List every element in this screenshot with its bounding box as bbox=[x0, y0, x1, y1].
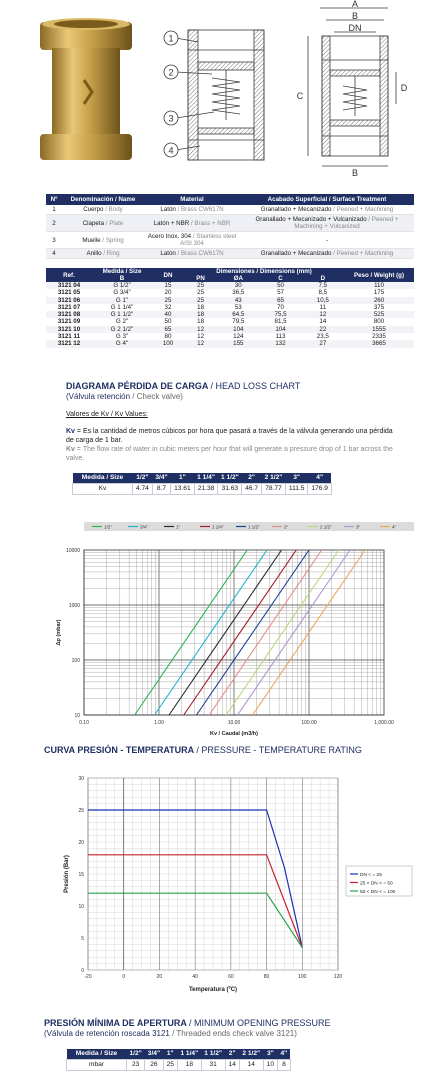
dims-cell-oa: 53 bbox=[234, 303, 242, 311]
kv-definition-es-text: = Es la cantidad de metros cúbicos por hora que pasará a través de la válvula generando una pérdida de carga de 1 bar. bbox=[66, 428, 393, 444]
headloss-subtitle-es: (Válvula retención bbox=[66, 392, 131, 401]
part-material-sep: / bbox=[189, 219, 195, 227]
minpressure-subtitle-es: (Válvula de retención roscada 3121 bbox=[44, 1029, 170, 1038]
minpressure-table bbox=[66, 1049, 291, 1071]
part-name-es: Muelle bbox=[82, 236, 101, 244]
minpressure-subtitle bbox=[44, 1029, 297, 1038]
pt-x-tick-label: 40 bbox=[192, 974, 198, 980]
dims-cell-oa: 124 bbox=[233, 333, 244, 341]
kv-label: Kv bbox=[66, 428, 75, 435]
part-material-en: Brass CW617N bbox=[181, 250, 224, 257]
dims-cell-weight: 525 bbox=[344, 311, 414, 318]
series-line bbox=[154, 550, 266, 715]
dims-cell-c: 65 bbox=[259, 297, 301, 304]
dims-cell-ref: 3121 06 bbox=[46, 297, 92, 304]
y-axis-label: Δp (mbar) bbox=[56, 619, 62, 646]
dims-cell-d: 12 bbox=[302, 311, 344, 318]
dims-cell-size: G 4" bbox=[92, 340, 152, 347]
pt-legend-label: 25 < DN < = 50 bbox=[360, 881, 393, 887]
dims-cell-c: 81,5 bbox=[274, 318, 287, 326]
callout-1: 1 bbox=[168, 33, 174, 44]
size-value: 8 bbox=[278, 1060, 291, 1071]
dims-cell-oa: 104 bbox=[217, 326, 259, 333]
size-header: 1 1/4" bbox=[177, 1049, 201, 1060]
callout-labels bbox=[168, 34, 173, 156]
kv-table-row-label: Kv bbox=[73, 484, 133, 495]
part-name-en: Spring bbox=[105, 236, 124, 244]
pt-y-tick-label: 25 bbox=[78, 808, 84, 814]
dims-cell-oa: 36,5 bbox=[232, 289, 245, 297]
size-header: 4" bbox=[278, 1049, 291, 1060]
x-tick-label: 100.00 bbox=[301, 720, 317, 726]
callout-4: 4 bbox=[168, 145, 174, 156]
dims-cell-dn: 100 bbox=[152, 340, 184, 347]
legend-label: 2 1/2" bbox=[320, 524, 332, 530]
pt-y-tick-label: 5 bbox=[81, 936, 84, 942]
col-header-no: Nº bbox=[46, 194, 62, 205]
dims-cell-ref: 3121 10 bbox=[46, 326, 92, 333]
dims-cell-c: 113 bbox=[275, 333, 286, 341]
part-finish-es: - bbox=[325, 236, 329, 244]
dims-cell-weight: 110 bbox=[344, 282, 414, 289]
legend-label: 1" bbox=[176, 524, 181, 530]
series-line bbox=[209, 550, 322, 715]
series-line bbox=[238, 550, 351, 715]
dims-cell-d: 10,5 bbox=[302, 297, 344, 304]
size-value: 26 bbox=[145, 1060, 163, 1071]
part-material-sep: / bbox=[191, 233, 197, 240]
kv-definition-en-text: = The flow rate of water in cubic meters per hour that will generate a pressure drop of 1 bar across the valve. bbox=[66, 446, 393, 462]
part-name-es: Cuerpo bbox=[83, 206, 104, 213]
dims-cell-dn: 40 bbox=[152, 311, 184, 318]
size-header: 1 1/4" bbox=[194, 473, 218, 484]
part-material-es: Latón bbox=[160, 206, 176, 213]
dims-cell-weight: 375 bbox=[373, 303, 385, 311]
size-value: 14 bbox=[225, 1060, 239, 1071]
col-header-dn: DN bbox=[152, 268, 184, 282]
dims-cell-size: G 3/4" bbox=[113, 289, 131, 297]
pt-title-es: CURVA PRESIÓN - TEMPERATURA bbox=[44, 745, 194, 755]
size-header: 2" bbox=[242, 473, 262, 484]
legend-label: 3" bbox=[356, 524, 361, 530]
pt-x-tick-label: 60 bbox=[228, 974, 234, 980]
part-finish bbox=[240, 249, 414, 259]
part-finish-es: Granallado + Mecanizado bbox=[260, 206, 332, 213]
part-name-es: Clapeta bbox=[82, 219, 105, 227]
part-number: 2 bbox=[46, 215, 62, 232]
y-tick-label: 10 bbox=[74, 713, 80, 719]
part-material-es: Acero Inox. 304 bbox=[147, 233, 192, 240]
dims-cell-pn: 12 bbox=[184, 326, 217, 333]
dims-cell-c: 132 bbox=[259, 340, 301, 347]
dims-row bbox=[46, 297, 414, 304]
y-tick-label: 1000 bbox=[68, 603, 80, 609]
minpressure-title-en: / MINIMUM OPENING PRESSURE bbox=[189, 1018, 331, 1028]
pt-x-axis-label: Temperatura (ºC) bbox=[188, 987, 238, 993]
dims-cell-ref: 3121 05 bbox=[57, 289, 81, 297]
legend-label: 2" bbox=[284, 524, 289, 530]
part-finish-en: Peened + Machining bbox=[336, 250, 394, 257]
dims-cell-d: 14 bbox=[319, 318, 327, 326]
col-header-oa: ØA bbox=[217, 275, 259, 282]
col-header-weight: Peso / Weight (g) bbox=[344, 268, 414, 282]
dims-cell-pn: 18 bbox=[197, 303, 205, 311]
dims-cell-d: 11 bbox=[319, 303, 327, 311]
size-value: 18 bbox=[177, 1060, 201, 1071]
part-name-en: Plate bbox=[109, 219, 124, 227]
dims-cell-oa: 30 bbox=[217, 282, 259, 289]
dims-cell-c: 75,5 bbox=[259, 311, 301, 318]
dim-label-d: D bbox=[400, 83, 408, 93]
headloss-title-en: / HEAD LOSS CHART bbox=[210, 381, 301, 391]
pt-y-tick-label: 15 bbox=[78, 872, 84, 878]
part-name bbox=[62, 249, 144, 259]
x-tick-label: 1,000.00 bbox=[374, 720, 394, 726]
part-name-sep: / bbox=[104, 219, 110, 227]
dim-label-dn: DN bbox=[348, 23, 362, 33]
mp-table-value-row bbox=[67, 1060, 291, 1071]
dims-cell-size: G 2 1/2" bbox=[92, 326, 152, 333]
dims-cell-pn: 12 bbox=[197, 333, 205, 341]
size-value: 31 bbox=[201, 1060, 225, 1071]
dims-cell-dn: 25 bbox=[152, 297, 184, 304]
part-name-sep: / bbox=[100, 236, 106, 244]
size-value: 10 bbox=[263, 1060, 277, 1071]
part-name-sep: / bbox=[103, 206, 109, 213]
dims-cell-weight: 1555 bbox=[344, 326, 414, 333]
part-finish-sep: / bbox=[331, 206, 337, 213]
dims-cell-pn: 25 bbox=[197, 289, 205, 297]
part-finish-es: Granallado + Mecanizado bbox=[260, 250, 332, 257]
series-line bbox=[197, 550, 310, 715]
minpressure-title bbox=[44, 1018, 331, 1028]
parts-row bbox=[46, 215, 414, 232]
dimensions-table-body bbox=[46, 282, 414, 348]
dims-cell-oa: 64,5 bbox=[217, 311, 259, 318]
part-material-sep: / bbox=[175, 250, 181, 257]
col-header-ref: Ref. bbox=[46, 268, 92, 282]
legend-label: 1/2" bbox=[104, 524, 112, 530]
pt-y-tick-label: 0 bbox=[81, 968, 84, 974]
x-tick-label: 0.10 bbox=[79, 720, 89, 726]
headloss-title bbox=[66, 381, 300, 391]
size-value: 14 bbox=[239, 1060, 263, 1071]
pt-x-tick-label: 80 bbox=[263, 974, 270, 980]
dims-cell-oa: 155 bbox=[217, 340, 259, 347]
col-header-size: Medida / Size bbox=[92, 268, 152, 275]
size-value: 78.77 bbox=[262, 484, 286, 495]
mp-table-head-label: Medida / Size bbox=[67, 1049, 127, 1060]
valve-illustrations bbox=[0, 0, 448, 185]
headloss-subtitle-en: / Check valve) bbox=[132, 392, 183, 401]
dims-cell-ref: 3121 11 bbox=[57, 333, 81, 341]
part-material-es: Latón bbox=[160, 250, 176, 257]
part-number: 3 bbox=[46, 232, 62, 249]
legend-label: 3/4" bbox=[140, 524, 148, 530]
size-value: 111.5 bbox=[285, 484, 308, 495]
pt-x-tick-label: 0 bbox=[122, 974, 126, 980]
part-material-en: Brass CW617N bbox=[181, 206, 224, 213]
pt-y-tick-label: 10 bbox=[78, 904, 84, 910]
dims-row bbox=[46, 311, 414, 318]
dims-cell-size: G 2" bbox=[115, 318, 129, 326]
series-line bbox=[184, 550, 297, 715]
size-header: 1" bbox=[171, 473, 195, 484]
size-value: 46.7 bbox=[242, 484, 262, 495]
dims-cell-pn: 25 bbox=[184, 282, 217, 289]
size-header: 3" bbox=[263, 1049, 277, 1060]
size-header: 4" bbox=[308, 473, 332, 484]
pt-x-tick-label: 120 bbox=[333, 974, 343, 980]
size-header: 2 1/2" bbox=[262, 473, 286, 484]
size-header: 1 1/2" bbox=[201, 1049, 225, 1060]
dims-cell-size: G 1/2" bbox=[92, 282, 152, 289]
headloss-title-es: DIAGRAMA PÉRDIDA DE CARGA bbox=[66, 381, 209, 391]
legend-label: 1 1/2" bbox=[248, 524, 260, 530]
part-material bbox=[144, 205, 240, 215]
y-tick-label: 10000 bbox=[66, 548, 80, 554]
size-header: 1/2" bbox=[133, 473, 153, 484]
x-tick-label: 10.00 bbox=[227, 720, 241, 726]
col-header-c: C bbox=[259, 275, 301, 282]
pt-x-tick-label: 100 bbox=[298, 974, 307, 980]
pt-y-axis-label: Presión (Bar) bbox=[64, 855, 70, 893]
size-value: 8.7 bbox=[152, 484, 170, 495]
size-value: 23 bbox=[127, 1060, 145, 1071]
dims-cell-d: 7,5 bbox=[302, 282, 344, 289]
dims-cell-c: 50 bbox=[259, 282, 301, 289]
dims-cell-dn: 50 bbox=[164, 318, 172, 326]
series-line bbox=[169, 550, 282, 715]
part-material bbox=[144, 215, 240, 232]
dims-cell-size: G 1 1/2" bbox=[92, 311, 152, 318]
size-value: 4.74 bbox=[133, 484, 153, 495]
col-header-pn: PN bbox=[184, 275, 217, 282]
pt-y-tick-label: 30 bbox=[78, 776, 84, 782]
size-value: 176.9 bbox=[308, 484, 332, 495]
part-finish-es: Granallado + Mecanizado + Vulcanizado bbox=[255, 216, 367, 223]
size-header: 3/4" bbox=[145, 1049, 163, 1060]
dims-cell-c: 104 bbox=[259, 326, 301, 333]
part-name-es: Anillo bbox=[86, 250, 102, 257]
parts-row bbox=[46, 249, 414, 259]
dims-cell-ref: 3121 12 bbox=[46, 340, 92, 347]
cross-section-drawing bbox=[164, 30, 264, 160]
dim-label-c: C bbox=[296, 91, 304, 101]
parts-table bbox=[46, 194, 414, 259]
size-header: 2 1/2" bbox=[239, 1049, 263, 1060]
col-header-d: D bbox=[302, 275, 344, 282]
callout-2: 2 bbox=[168, 67, 174, 78]
dims-row bbox=[46, 318, 414, 325]
dims-cell-weight: 2335 bbox=[372, 333, 386, 341]
dims-cell-oa: 79,5 bbox=[232, 318, 245, 326]
col-header-material: Material bbox=[144, 194, 240, 205]
dims-cell-weight: 175 bbox=[373, 289, 385, 297]
dimension-labels bbox=[297, 0, 408, 178]
size-header: 1 1/2" bbox=[218, 473, 242, 484]
dims-cell-pn: 18 bbox=[184, 311, 217, 318]
part-material-en: Brass + NBR bbox=[194, 219, 231, 227]
legend-label: 4" bbox=[392, 524, 397, 530]
y-tick-label: 100 bbox=[71, 658, 80, 664]
dims-cell-d: 22 bbox=[302, 326, 344, 333]
dims-cell-oa: 43 bbox=[217, 297, 259, 304]
dims-row bbox=[46, 289, 414, 296]
mp-table-header-row bbox=[67, 1049, 291, 1060]
part-name bbox=[62, 232, 144, 249]
pt-legend-label: DN < = 25 bbox=[360, 872, 382, 878]
size-header: 1/2" bbox=[127, 1049, 145, 1060]
pt-legend bbox=[346, 866, 412, 896]
dims-row bbox=[46, 333, 414, 340]
dim-label-b-top: B bbox=[351, 11, 359, 21]
dims-cell-weight: 800 bbox=[373, 318, 385, 326]
part-finish-en: Peened + Machining + Vulcanized bbox=[294, 216, 399, 230]
part-name-en: Ring bbox=[106, 250, 120, 257]
kv-definition-en bbox=[66, 446, 396, 463]
dims-cell-dn: 65 bbox=[152, 326, 184, 333]
x-tick-label: 1.00 bbox=[154, 720, 164, 726]
size-value: 21.38 bbox=[194, 484, 218, 495]
dims-cell-size: G 1" bbox=[92, 297, 152, 304]
dims-cell-ref: 3121 08 bbox=[46, 311, 92, 318]
parts-row bbox=[46, 232, 414, 249]
dim-label-a: A bbox=[351, 0, 359, 9]
dim-label-b-bottom: B bbox=[351, 168, 359, 178]
series-line bbox=[226, 550, 338, 715]
dims-cell-weight: 3665 bbox=[344, 340, 414, 347]
pressure-temperature-chart bbox=[40, 766, 440, 1006]
dims-cell-pn: 25 bbox=[184, 297, 217, 304]
pt-y-tick-label: 20 bbox=[78, 840, 84, 846]
dims-row bbox=[46, 282, 414, 289]
dims-cell-pn: 12 bbox=[184, 340, 217, 347]
col-header-dims: Dimensiones / Dimensions (mm) bbox=[184, 268, 344, 275]
size-value: 31.63 bbox=[218, 484, 242, 495]
part-finish-sep: / bbox=[331, 250, 337, 257]
dims-cell-c: 70 bbox=[277, 303, 284, 311]
dims-row bbox=[46, 304, 414, 311]
kv-table-header-row bbox=[73, 473, 332, 484]
x-axis-label: Kv / Caudal (m3/h) bbox=[210, 731, 258, 737]
part-finish bbox=[240, 232, 414, 249]
size-header: 3/4" bbox=[152, 473, 170, 484]
dimensions-table bbox=[46, 268, 414, 348]
part-material bbox=[144, 249, 240, 259]
legend-label: 1 1/4" bbox=[212, 524, 224, 530]
dims-cell-size: G 3" bbox=[115, 333, 129, 341]
minpressure-title-es: PRESIÓN MÍNIMA DE APERTURA bbox=[44, 1018, 187, 1028]
part-finish bbox=[240, 205, 414, 215]
dims-cell-ref: 3121 04 bbox=[46, 282, 92, 289]
mp-table-row-label: mbar bbox=[67, 1060, 127, 1071]
kv-definition-es bbox=[66, 428, 396, 445]
size-header: 1" bbox=[163, 1049, 177, 1060]
headloss-legend bbox=[84, 522, 414, 531]
dims-cell-pn: 18 bbox=[197, 318, 205, 326]
part-name-en: Body bbox=[108, 206, 123, 213]
dims-cell-d: 27 bbox=[302, 340, 344, 347]
pt-title bbox=[44, 745, 362, 755]
pt-title-en: / PRESSURE - TEMPERATURE RATING bbox=[196, 745, 362, 755]
kv-table-value-row bbox=[73, 484, 332, 495]
col-header-size-b: B bbox=[92, 275, 152, 282]
part-name bbox=[62, 215, 144, 232]
part-finish-en: Peened + Machining bbox=[336, 206, 394, 213]
dims-cell-dn: 32 bbox=[164, 303, 172, 311]
part-name-sep: / bbox=[101, 250, 107, 257]
dims-row bbox=[46, 326, 414, 333]
part-material-sep: / bbox=[175, 206, 181, 213]
part-name bbox=[62, 205, 144, 215]
part-number: 1 bbox=[46, 205, 62, 215]
callout-3: 3 bbox=[168, 113, 174, 124]
parts-row bbox=[46, 205, 414, 215]
pt-x-tick-label: -20 bbox=[84, 974, 92, 980]
part-finish bbox=[240, 215, 414, 232]
part-finish-sep: / bbox=[366, 216, 372, 223]
dims-cell-dn: 20 bbox=[164, 289, 172, 297]
pt-legend-label: 50 < DN < = 100 bbox=[360, 889, 396, 895]
size-value: 13.61 bbox=[171, 484, 195, 495]
dims-cell-ref: 3121 09 bbox=[57, 318, 81, 326]
part-material-es: Latón + NBR bbox=[153, 219, 190, 227]
size-header: 3" bbox=[285, 473, 308, 484]
size-header: 2" bbox=[225, 1049, 239, 1060]
minpressure-subtitle-en: / Threaded ends check valve 3121) bbox=[172, 1029, 297, 1038]
dims-cell-ref: 3121 07 bbox=[57, 303, 81, 311]
pt-x-tick-label: 20 bbox=[156, 974, 163, 980]
kv-values-heading: Valores de Kv / Kv Values: bbox=[66, 411, 148, 418]
valve-photo bbox=[40, 18, 132, 160]
kv-table-head-label: Medida / Size bbox=[73, 473, 133, 484]
kv-values-table bbox=[72, 473, 332, 495]
size-value: 25 bbox=[163, 1060, 177, 1071]
dims-cell-d: 8,5 bbox=[318, 289, 328, 297]
dims-cell-dn: 15 bbox=[152, 282, 184, 289]
dims-cell-size: G 1 1/4" bbox=[110, 303, 134, 311]
part-material-en: Stainless steel AISI 304 bbox=[180, 233, 237, 247]
kv-label-en: Kv bbox=[66, 446, 75, 453]
dims-row bbox=[46, 340, 414, 347]
col-header-finish: Acabado Superficial / Surface Treatment bbox=[240, 194, 414, 205]
headloss-chart bbox=[40, 518, 440, 742]
part-number: 4 bbox=[46, 249, 62, 259]
headloss-grid bbox=[84, 550, 384, 715]
part-material bbox=[144, 232, 240, 249]
headloss-subtitle bbox=[66, 392, 183, 401]
col-header-name: Denominación / Name bbox=[62, 194, 144, 205]
dims-cell-d: 23,5 bbox=[316, 333, 329, 341]
dims-cell-dn: 80 bbox=[164, 333, 172, 341]
parts-table-body bbox=[46, 205, 414, 259]
dims-cell-c: 57 bbox=[277, 289, 284, 297]
dims-cell-weight: 260 bbox=[344, 297, 414, 304]
